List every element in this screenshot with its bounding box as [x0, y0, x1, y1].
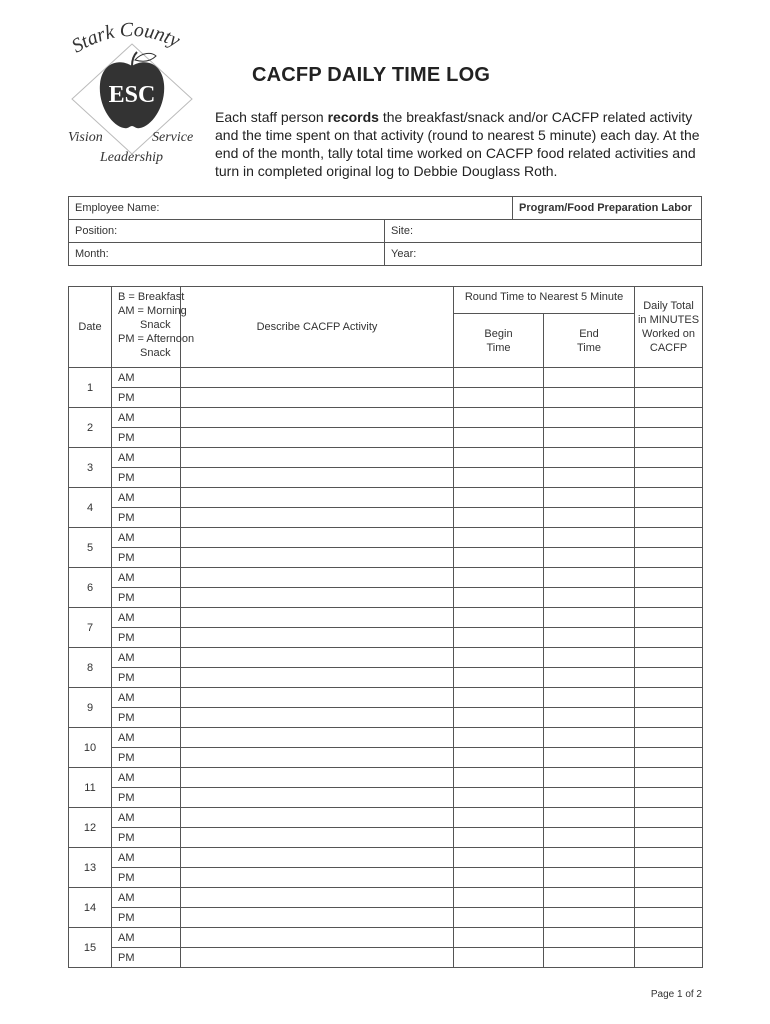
end-time-cell[interactable]: [544, 468, 635, 488]
daily-total-cell[interactable]: [635, 668, 703, 688]
daily-total-cell[interactable]: [635, 728, 703, 748]
activity-cell[interactable]: [181, 808, 454, 828]
table-row: [69, 888, 703, 908]
begin-time-cell[interactable]: [454, 928, 544, 948]
begin-time-cell[interactable]: [454, 888, 544, 908]
end-time-cell[interactable]: [544, 888, 635, 908]
end-time-cell[interactable]: [544, 448, 635, 468]
activity-cell[interactable]: [181, 548, 454, 568]
pm-label: PM: [112, 948, 181, 968]
activity-cell[interactable]: [181, 928, 454, 948]
daily-total-cell[interactable]: [635, 648, 703, 668]
end-time-cell[interactable]: [544, 428, 635, 448]
daily-total-header: [635, 287, 703, 368]
end-time-cell[interactable]: [544, 588, 635, 608]
logo-arc-text: Stark County: [67, 22, 184, 58]
am-label: AM: [112, 888, 181, 908]
position-field[interactable]: Position:: [69, 220, 385, 243]
activity-cell[interactable]: [181, 588, 454, 608]
activity-cell[interactable]: [181, 948, 454, 968]
legend-line: Snack: [140, 319, 171, 331]
activity-cell[interactable]: [181, 828, 454, 848]
table-row: [69, 768, 703, 788]
begin-time-cell[interactable]: [454, 368, 544, 388]
begin-time-cell[interactable]: [454, 748, 544, 768]
activity-cell[interactable]: [181, 728, 454, 748]
activity-cell[interactable]: [181, 428, 454, 448]
table-row: [69, 928, 703, 948]
activity-cell[interactable]: [181, 508, 454, 528]
day-number: 5: [69, 528, 112, 568]
pm-label: PM: [112, 788, 181, 808]
employee-info-table: [68, 196, 702, 266]
begin-time-cell[interactable]: [454, 528, 544, 548]
day-number: 15: [69, 928, 112, 968]
daily-total-cell[interactable]: [635, 368, 703, 388]
end-time-cell[interactable]: [544, 788, 635, 808]
daily-total-cell[interactable]: [635, 548, 703, 568]
activity-cell[interactable]: [181, 608, 454, 628]
end-time-cell[interactable]: [544, 768, 635, 788]
am-label: AM: [112, 568, 181, 588]
daily-total-cell[interactable]: [635, 908, 703, 928]
end-time-header: [544, 314, 635, 368]
pm-label: PM: [112, 828, 181, 848]
end-time-cell[interactable]: [544, 688, 635, 708]
begin-time-cell[interactable]: [454, 408, 544, 428]
end-time-cell[interactable]: [544, 908, 635, 928]
day-number: 6: [69, 568, 112, 608]
begin-time-cell[interactable]: [454, 788, 544, 808]
daily-time-log-table: [68, 286, 703, 968]
end-time-cell[interactable]: [544, 848, 635, 868]
daily-total-cell[interactable]: [635, 588, 703, 608]
daily-total-cell[interactable]: [635, 888, 703, 908]
am-label: AM: [112, 448, 181, 468]
daily-total-cell[interactable]: [635, 468, 703, 488]
day-number: 7: [69, 608, 112, 648]
day-number: 9: [69, 688, 112, 728]
legend-line: PM = Afternoon: [118, 333, 195, 345]
pm-label: PM: [112, 868, 181, 888]
daily-total-cell[interactable]: [635, 388, 703, 408]
logo-esc-text: ESC: [108, 82, 156, 108]
activity-cell[interactable]: [181, 448, 454, 468]
day-number: 4: [69, 488, 112, 528]
daily-total-line: CACFP: [649, 342, 688, 354]
daily-total-cell[interactable]: [635, 748, 703, 768]
table-row: [69, 708, 703, 728]
pm-label: PM: [112, 668, 181, 688]
program-label: Program/Food Preparation Labor: [513, 197, 702, 220]
daily-total-line: Daily Total: [643, 300, 694, 312]
table-row: [69, 528, 703, 548]
legend-line: AM = Morning: [118, 305, 187, 317]
legend-line: Snack: [140, 347, 171, 359]
logo-leadership: Leadership: [100, 150, 163, 165]
begin-time-cell[interactable]: [454, 468, 544, 488]
table-row: [69, 788, 703, 808]
activity-cell[interactable]: [181, 628, 454, 648]
pm-label: PM: [112, 508, 181, 528]
page-title: CACFP DAILY TIME LOG: [252, 64, 491, 86]
table-row: [69, 448, 703, 468]
daily-total-cell[interactable]: [635, 568, 703, 588]
day-number: 11: [69, 768, 112, 808]
begin-time-cell[interactable]: [454, 628, 544, 648]
am-label: AM: [112, 768, 181, 788]
pm-label: PM: [112, 388, 181, 408]
end-time-cell[interactable]: [544, 528, 635, 548]
table-row: [69, 828, 703, 848]
begin-time-cell[interactable]: [454, 428, 544, 448]
instructions-paragraph: [215, 108, 707, 180]
begin-time-cell[interactable]: [454, 668, 544, 688]
am-label: AM: [112, 608, 181, 628]
day-number: 2: [69, 408, 112, 448]
daily-total-cell[interactable]: [635, 508, 703, 528]
end-time-cell[interactable]: [544, 568, 635, 588]
pm-label: PM: [112, 908, 181, 928]
begin-time-cell[interactable]: [454, 728, 544, 748]
day-number: 8: [69, 648, 112, 688]
daily-total-cell[interactable]: [635, 488, 703, 508]
daily-total-cell[interactable]: [635, 928, 703, 948]
pm-label: PM: [112, 548, 181, 568]
table-row: [69, 688, 703, 708]
end-time-cell[interactable]: [544, 628, 635, 648]
daily-total-cell[interactable]: [635, 788, 703, 808]
table-row: [69, 728, 703, 748]
begin-time-cell[interactable]: [454, 588, 544, 608]
am-label: AM: [112, 368, 181, 388]
end-time-cell[interactable]: [544, 388, 635, 408]
begin-time-cell[interactable]: [454, 908, 544, 928]
activity-cell[interactable]: [181, 488, 454, 508]
begin-time-cell[interactable]: [454, 848, 544, 868]
daily-total-cell[interactable]: [635, 628, 703, 648]
activity-cell[interactable]: [181, 868, 454, 888]
begin-time-cell[interactable]: [454, 868, 544, 888]
stark-county-esc-logo: [62, 22, 202, 172]
table-row: [69, 748, 703, 768]
table-row: [69, 428, 703, 448]
daily-total-cell[interactable]: [635, 768, 703, 788]
daily-total-cell[interactable]: [635, 688, 703, 708]
table-row: [69, 948, 703, 968]
end-time-cell[interactable]: [544, 868, 635, 888]
end-time-cell[interactable]: [544, 608, 635, 628]
daily-total-cell[interactable]: [635, 948, 703, 968]
pm-label: PM: [112, 708, 181, 728]
end-time-cell[interactable]: [544, 508, 635, 528]
begin-time-cell[interactable]: [454, 568, 544, 588]
end-time-cell[interactable]: [544, 948, 635, 968]
day-number: 1: [69, 368, 112, 408]
table-row: [69, 848, 703, 868]
begin-time-cell[interactable]: [454, 828, 544, 848]
end-time-cell[interactable]: [544, 548, 635, 568]
begin-time-cell[interactable]: [454, 608, 544, 628]
begin-time-cell[interactable]: [454, 688, 544, 708]
daily-total-cell[interactable]: [635, 828, 703, 848]
day-number: 10: [69, 728, 112, 768]
table-row: [69, 368, 703, 388]
instructions-bold: records: [327, 109, 379, 125]
end-time-cell[interactable]: [544, 928, 635, 948]
begin-time-cell[interactable]: [454, 708, 544, 728]
pm-label: PM: [112, 748, 181, 768]
end-time-cell[interactable]: [544, 408, 635, 428]
table-row: [69, 488, 703, 508]
activity-cell[interactable]: [181, 888, 454, 908]
date-header: Date: [69, 287, 112, 368]
activity-cell[interactable]: [181, 768, 454, 788]
begin-time-header: [454, 314, 544, 368]
logo-vision: Vision: [68, 130, 103, 145]
begin-time-cell[interactable]: [454, 388, 544, 408]
activity-cell[interactable]: [181, 668, 454, 688]
table-row: [69, 808, 703, 828]
pm-label: PM: [112, 628, 181, 648]
day-number: 12: [69, 808, 112, 848]
daily-total-line: in MINUTES: [637, 314, 700, 326]
activity-cell[interactable]: [181, 908, 454, 928]
daily-total-cell[interactable]: [635, 408, 703, 428]
pm-label: PM: [112, 468, 181, 488]
begin-time-cell[interactable]: [454, 448, 544, 468]
site-field[interactable]: Site:: [385, 220, 702, 243]
meal-legend: [112, 287, 195, 368]
daily-total-cell[interactable]: [635, 848, 703, 868]
am-label: AM: [112, 488, 181, 508]
end-time-cell[interactable]: [544, 748, 635, 768]
legend-line: B = Breakfast: [118, 291, 185, 303]
activity-cell[interactable]: [181, 788, 454, 808]
table-row: [69, 588, 703, 608]
begin-time-cell[interactable]: [454, 808, 544, 828]
am-label: AM: [112, 528, 181, 548]
end-time-cell[interactable]: [544, 728, 635, 748]
activity-cell[interactable]: [181, 688, 454, 708]
am-label: AM: [112, 648, 181, 668]
am-label: AM: [112, 728, 181, 748]
daily-total-cell[interactable]: [635, 868, 703, 888]
table-row: [69, 388, 703, 408]
begin-line: Begin: [484, 327, 513, 340]
daily-total-cell[interactable]: [635, 808, 703, 828]
daily-total-cell[interactable]: [635, 608, 703, 628]
begin-line: Time: [486, 341, 511, 354]
end-time-cell[interactable]: [544, 808, 635, 828]
activity-header: Describe CACFP Activity: [181, 287, 454, 368]
employee-name-field[interactable]: Employee Name:: [69, 197, 513, 220]
am-label: AM: [112, 688, 181, 708]
day-number: 13: [69, 848, 112, 888]
am-label: AM: [112, 408, 181, 428]
pm-label: PM: [112, 588, 181, 608]
table-row: [69, 408, 703, 428]
day-number: 3: [69, 448, 112, 488]
table-row: [69, 648, 703, 668]
pm-label: PM: [112, 428, 181, 448]
daily-total-cell[interactable]: [635, 448, 703, 468]
activity-cell[interactable]: [181, 468, 454, 488]
activity-cell[interactable]: [181, 748, 454, 768]
activity-cell[interactable]: [181, 528, 454, 548]
begin-time-cell[interactable]: [454, 508, 544, 528]
activity-cell[interactable]: [181, 648, 454, 668]
table-row: [69, 568, 703, 588]
end-line: End: [579, 327, 599, 340]
round-time-header: Round Time to Nearest 5 Minute: [454, 287, 635, 314]
instructions-rest: the breakfast/snack and/or CACFP related activity and the time spent on that activity (round to nearest 5 minute) each day. At the end of the month, tally total time worked on CACFP food related activities and turn in completed original log to Debbie Douglass Roth.: [215, 109, 700, 179]
begin-time-cell[interactable]: [454, 768, 544, 788]
activity-cell[interactable]: [181, 848, 454, 868]
daily-total-cell[interactable]: [635, 708, 703, 728]
table-row: [69, 508, 703, 528]
begin-time-cell[interactable]: [454, 648, 544, 668]
end-time-cell[interactable]: [544, 368, 635, 388]
end-time-cell[interactable]: [544, 488, 635, 508]
am-label: AM: [112, 808, 181, 828]
page-number: Page 1 of 2: [650, 989, 702, 1000]
table-row: [69, 548, 703, 568]
activity-cell[interactable]: [181, 708, 454, 728]
table-row: [69, 468, 703, 488]
table-row: [69, 868, 703, 888]
begin-time-cell[interactable]: [454, 948, 544, 968]
table-row: [69, 908, 703, 928]
year-field[interactable]: Year:: [385, 243, 702, 266]
end-time-cell[interactable]: [544, 668, 635, 688]
daily-total-cell[interactable]: [635, 428, 703, 448]
table-row: [69, 628, 703, 648]
activity-cell[interactable]: [181, 408, 454, 428]
instructions-start: Each staff person: [215, 109, 328, 125]
activity-cell[interactable]: [181, 388, 454, 408]
day-number: 14: [69, 888, 112, 928]
begin-time-cell[interactable]: [454, 548, 544, 568]
logo-service: Service: [152, 130, 194, 145]
activity-cell[interactable]: [181, 368, 454, 388]
am-label: AM: [112, 848, 181, 868]
daily-total-cell[interactable]: [635, 528, 703, 548]
am-label: AM: [112, 928, 181, 948]
activity-cell[interactable]: [181, 568, 454, 588]
begin-time-cell[interactable]: [454, 488, 544, 508]
end-line: Time: [576, 341, 602, 354]
table-row: [69, 608, 703, 628]
table-row: [69, 668, 703, 688]
daily-total-line: Worked on: [642, 328, 696, 340]
end-time-cell[interactable]: [544, 828, 635, 848]
end-time-cell[interactable]: [544, 708, 635, 728]
month-field[interactable]: Month:: [69, 243, 385, 266]
end-time-cell[interactable]: [544, 648, 635, 668]
